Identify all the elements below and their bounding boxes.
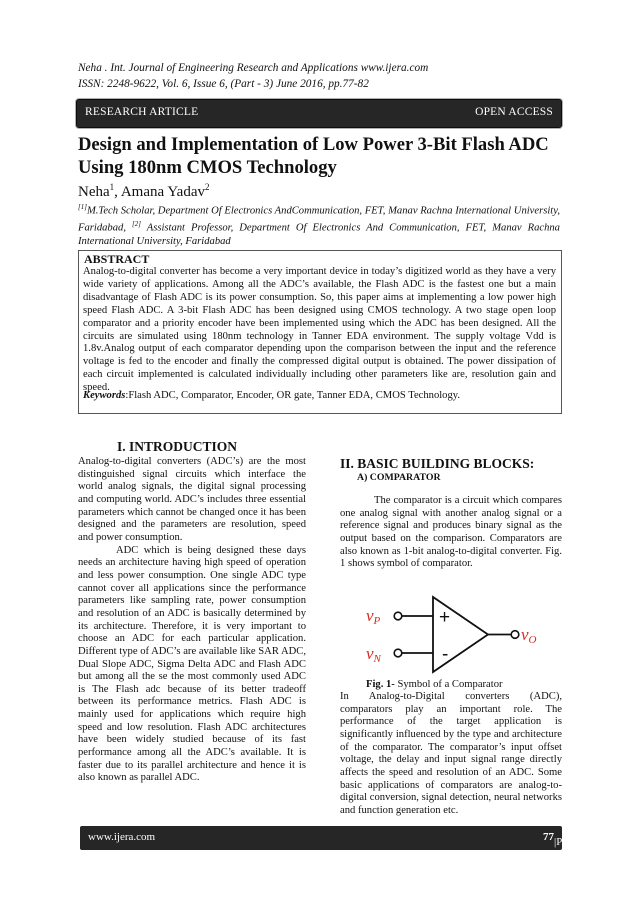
author-separator: , — [114, 184, 121, 200]
comparator-paragraph-1 — [340, 495, 562, 571]
research-article-label: RESEARCH ARTICLE — [85, 106, 199, 118]
keywords — [83, 390, 460, 401]
comparator-text-2: In Analog-to-Digital converters (ADC), comparators play an important role. The performance of the target application is significantly influenced by the type and architecture of the comparator. The comparator’s input offset voltage, the delay and input signal range directly affects the speed and resolution of an ADC. Some basic applications of comparators are analog-to-digital conversion, signal detection, neural networks and function generation etc. — [340, 691, 562, 816]
authors — [78, 182, 210, 201]
affiliation-2-marker: [2] — [131, 220, 141, 229]
open-access-label: OPEN ACCESS — [475, 106, 553, 118]
figure-caption — [366, 679, 503, 690]
journal-issn: ISSN: 2248-9622, Vol. 6, Issue 6, (Part - 3) June 2016, pp.77-82 — [78, 78, 369, 90]
abstract-box — [78, 250, 562, 414]
comparator-paragraph-2 — [340, 691, 562, 818]
affiliation-1: M.Tech Scholar, Department Of Electronics AndCommunication, FET, Manav Rachna International University, Faridabad, — [78, 205, 560, 234]
affiliations — [78, 201, 560, 248]
journal-citation: Neha . Int. Journal of Engineering Research and Applications www.ijera.com — [78, 62, 429, 74]
vn-label: vN — [366, 644, 381, 665]
author-1: Neha — [78, 184, 110, 200]
section-1-heading: I. INTRODUCTION — [117, 439, 238, 454]
vp-terminal — [394, 612, 402, 620]
vn-terminal — [394, 649, 402, 657]
keywords-label: Keywords — [83, 390, 126, 401]
output-terminal — [511, 631, 519, 639]
subsection-a-heading: A) COMPARATOR — [357, 472, 441, 483]
comparator-text-1: The comparator is a circuit which compares one analog signal with another analog signal or a reference signal and produces binary signal as the output based on the comparison. Comparators are also known as 1-bit analog-to-digital converter. Fig. 1 shows symbol of comparator. — [340, 495, 562, 570]
page-suffix: |P a g e — [554, 836, 562, 884]
vp-label: vP — [366, 606, 381, 627]
author-2: Amana Yadav — [120, 184, 205, 200]
vo-label: vO — [521, 625, 537, 646]
footer-page-number — [543, 831, 562, 884]
affiliation-1-marker: [1] — [78, 203, 87, 211]
article-banner — [76, 99, 562, 128]
author-2-marker: 2 — [205, 182, 210, 192]
figure-caption-number: Fig. 1- — [366, 679, 395, 690]
intro-paragraph-1: Analog-to-digital converters (ADC’s) are the most distinguished signal circuits which interface the world analog signals, the digital signal processing and computing world. ADC’s includes three essential parameters which cannot be changed once it has been designed and the parameters are resolution, speed and power consumption. — [78, 456, 306, 543]
minus-sign: - — [442, 644, 449, 665]
author-1-marker: 1 — [109, 182, 115, 192]
affiliation-2: Assistant Professor, Department Of Electronics And Communication, FET, Manav Rachna International University, Faridabad — [78, 222, 560, 247]
figure-caption-text: Symbol of a Comparator — [394, 679, 503, 690]
abstract-heading: ABSTRACT — [84, 252, 150, 266]
plus-sign: + — [439, 607, 451, 628]
paper-title: Design and Implementation of Low Power 3-Bit Flash ADC Using 180nm CMOS Technology — [78, 134, 549, 178]
page-number: 77 — [543, 831, 554, 843]
section-2-heading: II. BASIC BUILDING BLOCKS: — [340, 456, 535, 471]
intro-paragraph-2: ADC which is being designed these days needs an architecture having high speed of operation and less power consumption. One single ADC type cannot cover all applications since the performance parameters like sampling rate, power consumption and resolution of an ADC is basically determined by its architecture. Therefore, it is very important to choose an ADC for each particular application. Different type of ADC’s are available like SAR ADC, Dual Slope ADC, Sigma Delta ADC and Flash ADC but among all the se the most commonly used ADC is The Flash adc because of its better tradeoff between its performance metrics. Flash ADC is mainly used for applications which require high speed and low resolution. Flash ADC architectures have been widely studied because of its fast performance among all the ADC’s available. It is faster due to its parallel architecture and hence it is also known as parallel ADC. — [78, 544, 306, 784]
comparator-symbol-figure — [360, 592, 550, 674]
abstract-text: Analog-to-digital converter has become a very important device in today’s digitized world as they have a very wide variety of applications. Among all the ADC’s available, the Flash ADC is the fastest one but a main disadvantage of Flash ADC is its power consumption. So, this paper aims at implementing a low power high speed Flash ADC. A 3-bit Flash ADC has been designed using CMOS technology. A two stage open loop comparator and a priority encoder have been implemented using which the ADC has been designed. All the circuits are simulated using 180nm technology in Tanner EDA environment. The supply voltage Vdd is 1.8v.Analog output of each comparator depending upon the comparison between the input and the reference voltage is fed to the encoder and finally the compressed digital output is obtained. The power dissipation of each circuit implemented is calculated individually including other parameters like are, resolution gain and speed. — [83, 266, 556, 394]
footer-website: www.ijera.com — [88, 831, 156, 843]
left-column — [78, 456, 306, 785]
keywords-text: :Flash ADC, Comparator, Encoder, OR gate, Tanner EDA, CMOS Technology. — [125, 390, 461, 401]
page-footer — [80, 826, 562, 884]
journal-header — [78, 60, 428, 92]
